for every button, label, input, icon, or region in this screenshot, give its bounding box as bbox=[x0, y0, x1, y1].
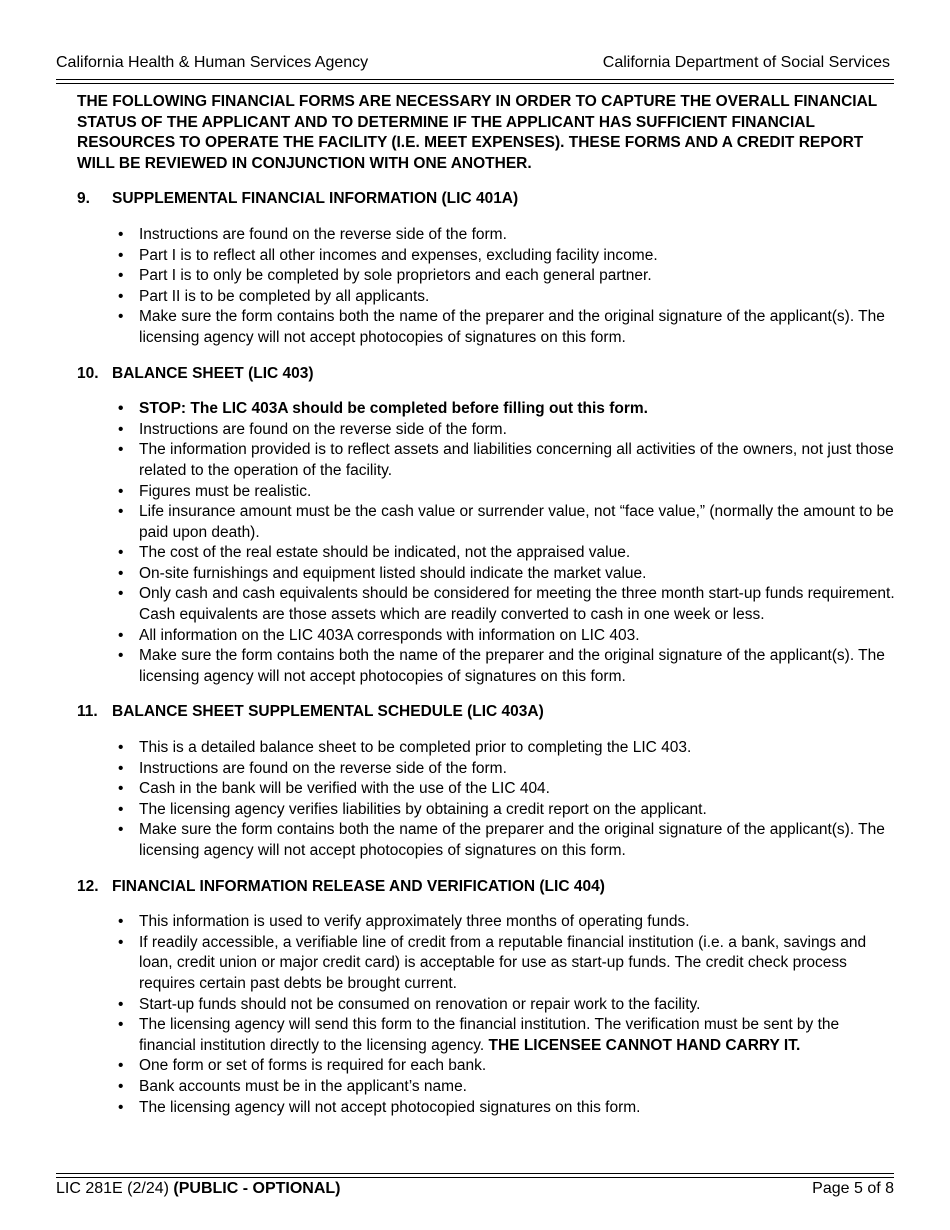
bullet-icon: • bbox=[118, 585, 124, 603]
bullet-icon: • bbox=[118, 308, 124, 326]
section-9-heading bbox=[77, 189, 897, 210]
bullet-icon: • bbox=[118, 780, 124, 798]
list-item: • Make sure the form contains both the name of the preparer and the original signature of the applicant(s). The licensing agency will not accept photocopies of signatures on this form. bbox=[118, 647, 885, 685]
header-department: California Department of Social Services bbox=[602, 54, 890, 71]
bullet-icon: • bbox=[118, 544, 124, 562]
section-title: SUPPLEMENTAL FINANCIAL INFORMATION (LIC 401A) bbox=[112, 190, 519, 208]
bullet-icon: • bbox=[118, 647, 124, 665]
page-number: Page 5 of 8 bbox=[812, 1180, 894, 1197]
form-status: (PUBLIC - OPTIONAL) bbox=[173, 1180, 341, 1197]
list-item: • This information is used to verify approximately three months of operating funds. bbox=[77, 912, 897, 933]
section-number: 11. bbox=[77, 703, 98, 721]
bullet-icon: • bbox=[118, 1098, 124, 1116]
bullet-icon: • bbox=[118, 626, 124, 644]
list-item: • Cash in the bank will be verified with the use of the LIC 404. bbox=[77, 779, 897, 800]
list-item: • Bank accounts must be in the applicant’s name. bbox=[77, 1077, 897, 1098]
section-title: BALANCE SHEET SUPPLEMENTAL SCHEDULE (LIC 403A) bbox=[112, 703, 544, 721]
section-10-list bbox=[77, 399, 897, 687]
list-item: • Instructions are found on the reverse side of the form. bbox=[77, 420, 897, 441]
list-item: • Part I is to only be completed by sole proprietors and each general partner. bbox=[77, 266, 897, 287]
list-item: • If readily accessible, a verifiable line of credit from a reputable financial institution (i.e. a bank, savings and loan, credit union or major credit card) is acceptable for use as start-up funds. The credit check process requires certain past debts be brought current. bbox=[118, 933, 867, 992]
section-title: BALANCE SHEET (LIC 403) bbox=[112, 364, 314, 382]
list-item: • On-site furnishings and equipment listed should indicate the market value. bbox=[77, 564, 897, 585]
bullet-icon: • bbox=[118, 821, 124, 839]
bullet-icon: • bbox=[118, 800, 124, 818]
section-9-list bbox=[77, 225, 897, 349]
list-item: • The information provided is to reflect assets and liabilities concerning all activities of the owners, not just those related to the operation of the facility. bbox=[118, 441, 894, 479]
list-item: • Figures must be realistic. bbox=[77, 482, 897, 503]
list-item: • One form or set of forms is required for each bank. bbox=[77, 1056, 897, 1077]
list-item: • The licensing agency verifies liabilities by obtaining a credit report on the applicant. bbox=[77, 800, 897, 821]
list-item: • This is a detailed balance sheet to be completed prior to completing the LIC 403. bbox=[77, 738, 897, 759]
bullet-icon: • bbox=[118, 933, 124, 951]
bullet-icon: • bbox=[118, 420, 124, 438]
intro-paragraph: THE FOLLOWING FINANCIAL FORMS ARE NECESSARY IN ORDER TO CAPTURE THE OVERALL FINANCIAL STATUS OF THE APPLICANT AND TO DETERMINE IF THE APPLICANT HAS SUFFICIENT FINANCIAL RESOURCES TO OPERATE THE FACILITY (I.E. MEET EXPENSES). THESE FORMS AND A CREDIT REPORT WILL BE REVIEWED IN CONJUNCTION WITH ONE ANOTHER. bbox=[77, 93, 877, 172]
list-item: • Instructions are found on the reverse side of the form. bbox=[77, 225, 897, 246]
section-11-list bbox=[77, 738, 897, 862]
form-id: LIC 281E (2/24) bbox=[56, 1180, 169, 1197]
list-item: • The licensing agency will send this form to the financial institution. The verification must be sent by the financial institution directly to the licensing agency. THE LICENSEE CANNOT HAND CARRY IT. bbox=[118, 1016, 840, 1054]
bullet-icon: • bbox=[118, 482, 124, 500]
section-12-heading bbox=[77, 877, 897, 898]
section-title: FINANCIAL INFORMATION RELEASE AND VERIFICATION (LIC 404) bbox=[112, 877, 605, 895]
page-footer bbox=[56, 1178, 894, 1200]
list-item: • The cost of the real estate should be indicated, not the appraised value. bbox=[77, 543, 897, 564]
header-agency: California Health & Human Services Agency bbox=[56, 54, 369, 71]
section-number: 9. bbox=[77, 190, 90, 208]
bullet-icon: • bbox=[118, 564, 124, 582]
bullet-icon: • bbox=[118, 225, 124, 243]
bullet-icon: • bbox=[118, 739, 124, 757]
bullet-icon: • bbox=[118, 267, 124, 285]
section-number: 12. bbox=[77, 877, 99, 895]
section-12-list bbox=[77, 912, 897, 1118]
list-item: • Make sure the form contains both the name of the preparer and the original signature of the applicant(s). The licensing agency will not accept photocopies of signatures on this form. bbox=[118, 821, 885, 859]
list-item: • All information on the LIC 403A corresponds with information on LIC 403. bbox=[77, 626, 897, 647]
list-item: • Part II is to be completed by all applicants. bbox=[77, 287, 897, 308]
header-rule bbox=[56, 79, 894, 84]
list-item-stop-notice: • STOP: The LIC 403A should be completed before filling out this form. bbox=[77, 399, 897, 420]
bullet-icon: • bbox=[118, 246, 124, 264]
bullet-icon: • bbox=[118, 503, 124, 521]
list-item: • Part I is to reflect all other incomes and expenses, excluding facility income. bbox=[77, 246, 897, 267]
list-item: • The licensing agency will not accept photocopied signatures on this form. bbox=[77, 1098, 897, 1119]
bullet-icon: • bbox=[118, 400, 124, 418]
list-item: • Start-up funds should not be consumed on renovation or repair work to the facility. bbox=[77, 995, 897, 1016]
bullet-icon: • bbox=[118, 995, 124, 1013]
hand-carry-warning: THE LICENSEE CANNOT HAND CARRY IT. bbox=[488, 1036, 801, 1054]
bullet-icon: • bbox=[118, 1077, 124, 1095]
list-item: • Only cash and cash equivalents should be considered for meeting the three month start-up funds requirement. Cash equivalents are those assets which are readily converted to cash in one week or less. bbox=[118, 585, 895, 624]
section-10-heading bbox=[77, 364, 897, 385]
bullet-icon: • bbox=[118, 1057, 124, 1075]
bullet-icon: • bbox=[118, 913, 124, 931]
bullet-icon: • bbox=[118, 759, 124, 777]
bullet-icon: • bbox=[118, 441, 124, 459]
footer-form-info bbox=[56, 1180, 341, 1198]
section-number: 10. bbox=[77, 364, 99, 382]
list-item: • Instructions are found on the reverse side of the form. bbox=[77, 759, 897, 780]
list-item: • Make sure the form contains both the name of the preparer and the original signature of the applicant(s). The licensing agency will not accept photocopies of signatures on this form. bbox=[118, 308, 885, 346]
list-item: • Life insurance amount must be the cash value or surrender value, not “face value,” (normally the amount to be paid upon death). bbox=[118, 503, 894, 541]
page-body bbox=[77, 92, 897, 1133]
page-header bbox=[56, 51, 890, 75]
section-11-heading bbox=[77, 702, 897, 723]
bullet-icon: • bbox=[118, 1016, 124, 1034]
bullet-icon: • bbox=[118, 287, 124, 305]
